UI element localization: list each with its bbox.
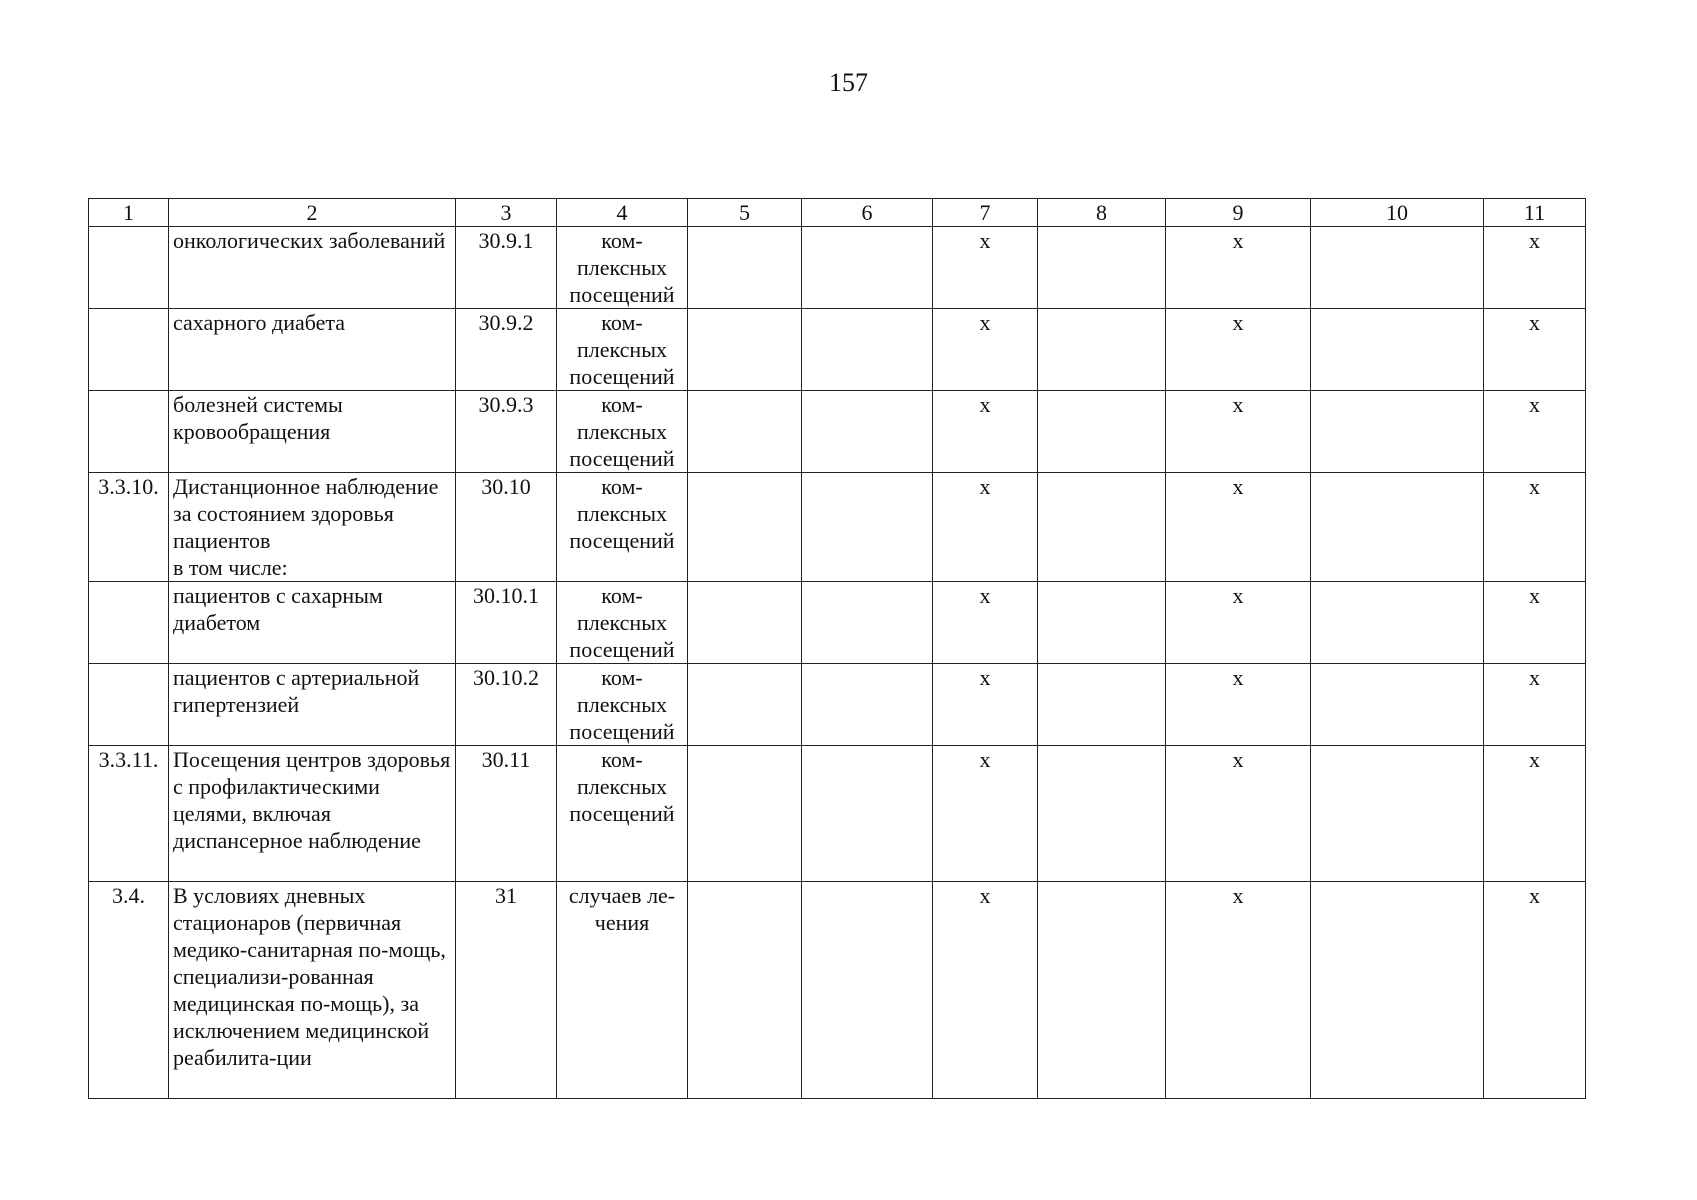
row-unit-cell xyxy=(557,582,688,664)
col7-cell xyxy=(933,473,1038,582)
cell-text: x xyxy=(1232,228,1244,253)
cell-text: пациентов с артериальной гипертензией xyxy=(173,665,420,717)
header-row xyxy=(89,199,1586,227)
cell-text: x xyxy=(979,310,991,335)
table-row xyxy=(89,746,1586,882)
cell-text: x xyxy=(1529,665,1540,690)
row-number-cell xyxy=(89,227,169,309)
col8-cell xyxy=(1038,664,1166,746)
column-header: 10 xyxy=(1311,199,1484,227)
cell-text: x xyxy=(1529,474,1540,499)
row-unit-cell xyxy=(557,473,688,582)
cell-text: x xyxy=(1529,310,1540,335)
row-code-cell xyxy=(456,664,557,746)
page-number: 157 xyxy=(829,68,868,97)
col5-cell xyxy=(688,664,802,746)
row-unit-cell xyxy=(557,746,688,882)
col6-cell xyxy=(802,391,933,473)
col10-cell xyxy=(1311,473,1484,582)
row-number-cell xyxy=(89,309,169,391)
cell-text: 3.4. xyxy=(112,883,145,908)
cell-text: x xyxy=(979,583,991,608)
row-unit-cell xyxy=(557,309,688,391)
col6-cell xyxy=(802,309,933,391)
cell-text: x xyxy=(1529,392,1540,417)
column-header: 8 xyxy=(1038,199,1166,227)
col5-cell xyxy=(688,882,802,1099)
data-table xyxy=(88,198,1586,1099)
cell-text: 3.3.10. xyxy=(98,474,159,499)
column-header: 1 xyxy=(89,199,169,227)
cell-text: x xyxy=(1232,747,1244,772)
table-row xyxy=(89,664,1586,746)
col7-cell xyxy=(933,227,1038,309)
row-code-cell xyxy=(456,473,557,582)
row-name-cell xyxy=(169,882,456,1099)
col8-cell xyxy=(1038,227,1166,309)
row-code-cell xyxy=(456,582,557,664)
col5-cell xyxy=(688,391,802,473)
row-code-cell xyxy=(456,882,557,1099)
row-code-cell xyxy=(456,746,557,882)
cell-text: ком- плексных посещений xyxy=(569,228,675,307)
col9-cell xyxy=(1166,746,1311,882)
col7-cell xyxy=(933,391,1038,473)
column-header: 2 xyxy=(169,199,456,227)
row-unit-cell xyxy=(557,882,688,1099)
cell-text: x xyxy=(979,392,991,417)
col11-cell xyxy=(1484,882,1586,1099)
row-name-cell xyxy=(169,391,456,473)
col9-cell xyxy=(1166,227,1311,309)
cell-text: 30.10.2 xyxy=(473,665,539,690)
table-row xyxy=(89,227,1586,309)
row-number-cell xyxy=(89,664,169,746)
col9-cell xyxy=(1166,582,1311,664)
cell-text: Посещения центров здоровья с профилактическими целями, включая диспансерное наблюдение xyxy=(173,747,451,853)
table-row xyxy=(89,309,1586,391)
col5-cell xyxy=(688,582,802,664)
row-code-cell xyxy=(456,309,557,391)
cell-text: ком- плексных посещений xyxy=(569,310,675,389)
cell-text: x xyxy=(1232,310,1244,335)
cell-text: ком- плексных посещений xyxy=(569,747,675,826)
row-name-cell xyxy=(169,473,456,582)
cell-text: x xyxy=(1529,228,1540,253)
col7-cell xyxy=(933,746,1038,882)
col6-cell xyxy=(802,227,933,309)
cell-text: Дистанционное наблюдение за состоянием здоровья пациентов в том числе: xyxy=(173,474,439,580)
cell-text: x xyxy=(979,883,991,908)
col6-cell xyxy=(802,664,933,746)
cell-text: x xyxy=(1529,583,1540,608)
cell-text: пациентов с сахарным диабетом xyxy=(173,583,383,635)
cell-text: ком- плексных посещений xyxy=(569,474,675,553)
row-number-cell xyxy=(89,582,169,664)
col5-cell xyxy=(688,309,802,391)
col10-cell xyxy=(1311,309,1484,391)
col11-cell xyxy=(1484,227,1586,309)
col8-cell xyxy=(1038,391,1166,473)
cell-text: 31 xyxy=(495,883,517,908)
cell-text: 30.9.2 xyxy=(478,310,534,335)
col5-cell xyxy=(688,227,802,309)
col11-cell xyxy=(1484,664,1586,746)
cell-text: x xyxy=(979,474,991,499)
cell-text: x xyxy=(979,228,991,253)
table-row xyxy=(89,882,1586,1099)
col10-cell xyxy=(1311,746,1484,882)
cell-text: ком- плексных посещений xyxy=(569,583,675,662)
col8-cell xyxy=(1038,746,1166,882)
cell-text: 30.11 xyxy=(481,747,531,772)
row-name-cell xyxy=(169,227,456,309)
column-header: 5 xyxy=(688,199,802,227)
cell-text: x xyxy=(1232,392,1244,417)
col11-cell xyxy=(1484,473,1586,582)
cell-text: x xyxy=(979,747,991,772)
column-header: 4 xyxy=(557,199,688,227)
col7-cell xyxy=(933,309,1038,391)
cell-text: 30.9.3 xyxy=(478,392,534,417)
cell-text: x xyxy=(1232,474,1244,499)
cell-text: x xyxy=(1232,583,1244,608)
col10-cell xyxy=(1311,664,1484,746)
col7-cell xyxy=(933,664,1038,746)
row-unit-cell xyxy=(557,391,688,473)
table-row xyxy=(89,391,1586,473)
col10-cell xyxy=(1311,227,1484,309)
row-number-cell xyxy=(89,473,169,582)
column-header: 6 xyxy=(802,199,933,227)
cell-text: x xyxy=(1529,883,1540,908)
col6-cell xyxy=(802,473,933,582)
table-body xyxy=(89,227,1586,1099)
col9-cell xyxy=(1166,473,1311,582)
col9-cell xyxy=(1166,391,1311,473)
cell-text: 3.3.11. xyxy=(98,747,159,772)
cell-text: ком- плексных посещений xyxy=(569,665,675,744)
row-name-cell xyxy=(169,582,456,664)
cell-text: случаев ле- чения xyxy=(568,883,676,935)
row-code-cell xyxy=(456,227,557,309)
col11-cell xyxy=(1484,309,1586,391)
table-row xyxy=(89,473,1586,582)
col5-cell xyxy=(688,746,802,882)
cell-text: болезней системы кровообращения xyxy=(173,392,343,444)
col10-cell xyxy=(1311,582,1484,664)
cell-text: x xyxy=(1232,665,1244,690)
row-number-cell xyxy=(89,391,169,473)
cell-text: x xyxy=(1232,883,1244,908)
col7-cell xyxy=(933,882,1038,1099)
col6-cell xyxy=(802,882,933,1099)
col9-cell xyxy=(1166,882,1311,1099)
row-name-cell xyxy=(169,309,456,391)
col10-cell xyxy=(1311,391,1484,473)
col11-cell xyxy=(1484,582,1586,664)
row-name-cell xyxy=(169,664,456,746)
col11-cell xyxy=(1484,391,1586,473)
row-unit-cell xyxy=(557,664,688,746)
row-name-cell xyxy=(169,746,456,882)
row-number-cell xyxy=(89,882,169,1099)
cell-text: онкологических заболеваний xyxy=(173,228,446,253)
cell-text: В условиях дневных стационаров (первичная медико-санитарная по-мощь, специализи-рованная медицинская по-мощь), за исключением медицинской реабилита-ции xyxy=(173,883,446,1070)
column-header: 9 xyxy=(1166,199,1311,227)
col8-cell xyxy=(1038,882,1166,1099)
col9-cell xyxy=(1166,309,1311,391)
cell-text: 30.10 xyxy=(481,474,531,499)
cell-text: 30.10.1 xyxy=(473,583,539,608)
cell-text: ком- плексных посещений xyxy=(569,392,675,471)
cell-text: сахарного диабета xyxy=(173,310,346,335)
col9-cell xyxy=(1166,664,1311,746)
col5-cell xyxy=(688,473,802,582)
table-row xyxy=(89,582,1586,664)
row-code-cell xyxy=(456,391,557,473)
col8-cell xyxy=(1038,473,1166,582)
column-header: 11 xyxy=(1484,199,1586,227)
column-header: 3 xyxy=(456,199,557,227)
row-number-cell xyxy=(89,746,169,882)
col8-cell xyxy=(1038,582,1166,664)
col7-cell xyxy=(933,582,1038,664)
cell-text: 30.9.1 xyxy=(478,228,534,253)
column-header: 7 xyxy=(933,199,1038,227)
col10-cell xyxy=(1311,882,1484,1099)
cell-text: x xyxy=(1529,747,1540,772)
col8-cell xyxy=(1038,309,1166,391)
row-unit-cell xyxy=(557,227,688,309)
cell-text: x xyxy=(979,665,991,690)
col6-cell xyxy=(802,746,933,882)
col11-cell xyxy=(1484,746,1586,882)
col6-cell xyxy=(802,582,933,664)
